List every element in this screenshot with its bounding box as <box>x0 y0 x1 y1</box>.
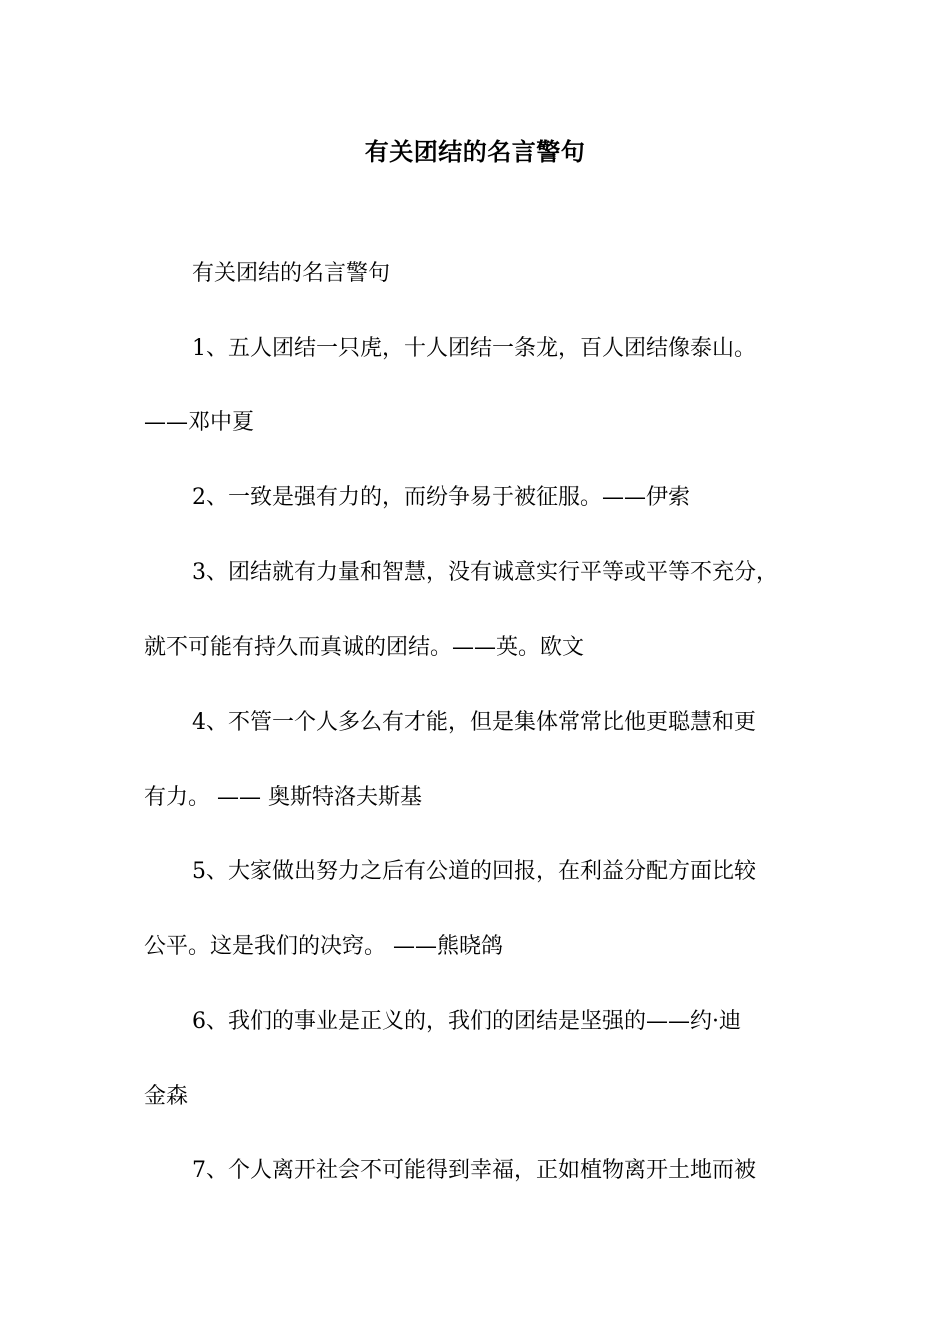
quote-5-line-2: 公平。这是我们的决窍。 ——熊晓鸽 <box>144 934 503 959</box>
quote-4-line-2: 有力。 —— 奥斯特洛夫斯基 <box>144 785 422 810</box>
quote-1-line-1: 1、五人团结一只虎，十人团结一条龙，百人团结像泰山。 <box>192 336 756 361</box>
quote-6-line-2: 金森 <box>144 1084 189 1109</box>
quote-5-line-1: 5、大家做出努力之后有公道的回报，在利益分配方面比较 <box>192 859 756 884</box>
quote-3-line-1: 3、团结就有力量和智慧，没有诚意实行平等或平等不充分， <box>192 560 778 585</box>
document-title: 有关团结的名言警句 <box>364 137 586 166</box>
quote-3-line-2: 就不可能有持久而真诚的团结。——英。欧文 <box>144 635 585 660</box>
section-heading: 有关团结的名言警句 <box>192 261 391 286</box>
quote-4-line-1: 4、不管一个人多么有才能，但是集体常常比他更聪慧和更 <box>192 710 756 735</box>
quote-2-line-1: 2、一致是强有力的，而纷争易于被征服。——伊索 <box>192 485 690 510</box>
quote-1-line-2: ——邓中夏 <box>144 410 255 435</box>
quote-6-line-1: 6、我们的事业是正义的，我们的团结是坚强的——约·迪 <box>192 1009 741 1034</box>
quote-7-line-1: 7、个人离开社会不可能得到幸福，正如植物离开土地而被 <box>192 1158 756 1183</box>
